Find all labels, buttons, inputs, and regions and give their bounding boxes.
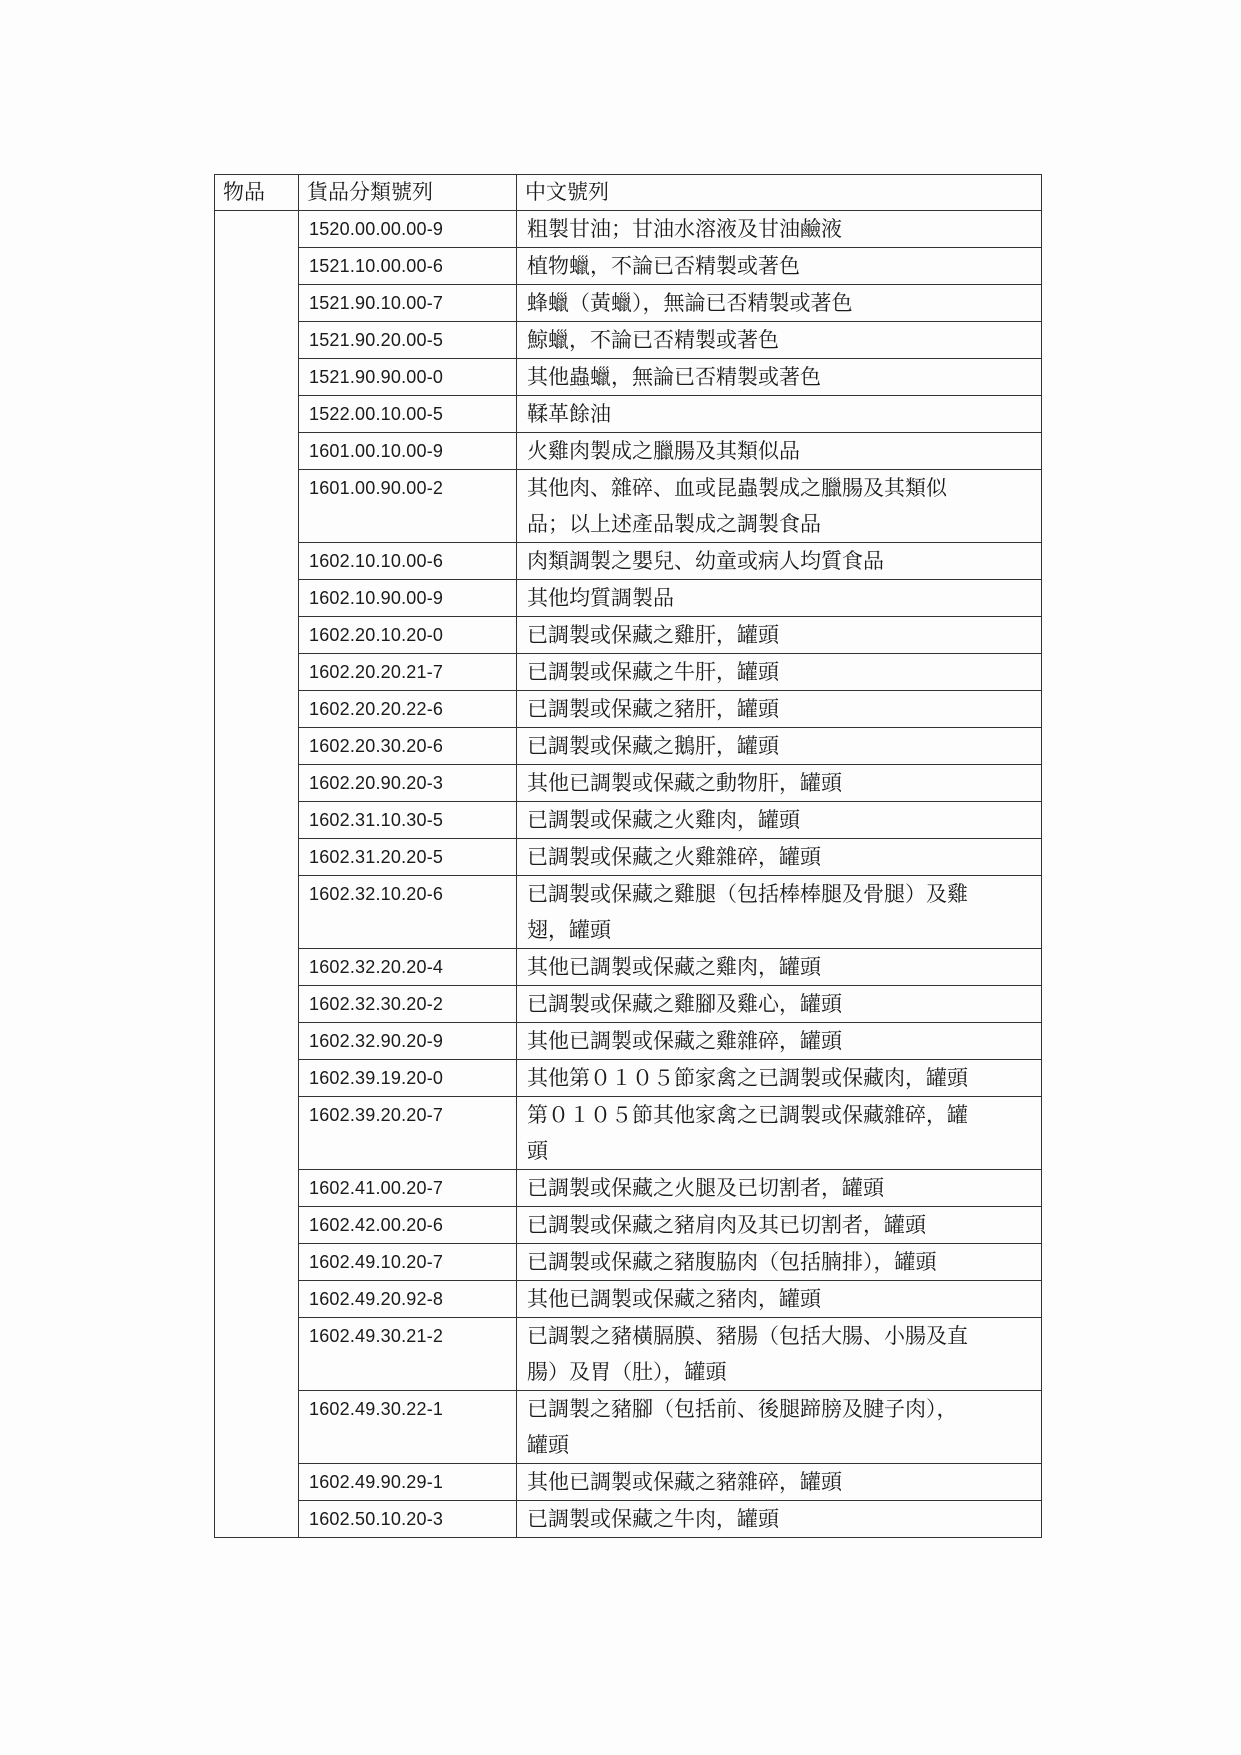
code-cell: 1601.00.90.00-2 xyxy=(299,470,517,543)
table-row xyxy=(215,470,1042,543)
description-cell: 其他肉、雜碎、血或昆蟲製成之臘腸及其類似 品；以上述產品製成之調製食品 xyxy=(517,470,1042,543)
code-cell: 1602.49.20.92-8 xyxy=(299,1281,517,1318)
description-cell: 鯨蠟，不論已否精製或著色 xyxy=(517,322,1042,359)
description-cell: 其他蟲蠟，無論已否精製或著色 xyxy=(517,359,1042,396)
description-cell: 已調製或保藏之牛肉，罐頭 xyxy=(517,1501,1042,1538)
goods-table xyxy=(214,174,1042,1538)
table-row xyxy=(215,1170,1042,1207)
code-cell: 1521.10.00.00-6 xyxy=(299,248,517,285)
description-cell: 已調製或保藏之豬肝，罐頭 xyxy=(517,691,1042,728)
description-cell: 其他已調製或保藏之雞肉，罐頭 xyxy=(517,949,1042,986)
table-row xyxy=(215,1391,1042,1464)
table-row xyxy=(215,839,1042,876)
description-cell: 已調製或保藏之火腿及已切割者，罐頭 xyxy=(517,1170,1042,1207)
table-body xyxy=(215,211,1042,1538)
table-row xyxy=(215,1281,1042,1318)
code-cell: 1602.20.10.20-0 xyxy=(299,617,517,654)
description-cell: 已調製或保藏之鵝肝，罐頭 xyxy=(517,728,1042,765)
code-cell: 1602.32.30.20-2 xyxy=(299,986,517,1023)
description-cell: 蜂蠟（黃蠟），無論已否精製或著色 xyxy=(517,285,1042,322)
code-cell: 1602.41.00.20-7 xyxy=(299,1170,517,1207)
code-cell: 1521.90.10.00-7 xyxy=(299,285,517,322)
code-cell: 1602.39.19.20-0 xyxy=(299,1060,517,1097)
code-cell: 1521.90.20.00-5 xyxy=(299,322,517,359)
table-row xyxy=(215,765,1042,802)
description-cell: 第０１０５節其他家禽之已調製或保藏雜碎，罐 頭 xyxy=(517,1097,1042,1170)
code-cell: 1602.49.30.21-2 xyxy=(299,1318,517,1391)
code-cell: 1602.31.20.20-5 xyxy=(299,839,517,876)
code-cell: 1602.31.10.30-5 xyxy=(299,802,517,839)
description-cell: 火雞肉製成之臘腸及其類似品 xyxy=(517,433,1042,470)
header-code: 貨品分類號列 xyxy=(299,175,517,211)
table-row xyxy=(215,211,1042,248)
code-cell: 1522.00.10.00-5 xyxy=(299,396,517,433)
table-row xyxy=(215,1097,1042,1170)
description-cell: 其他已調製或保藏之動物肝，罐頭 xyxy=(517,765,1042,802)
code-cell: 1602.32.90.20-9 xyxy=(299,1023,517,1060)
table-row xyxy=(215,396,1042,433)
code-cell: 1602.49.90.29-1 xyxy=(299,1464,517,1501)
table-row xyxy=(215,1207,1042,1244)
code-cell: 1602.39.20.20-7 xyxy=(299,1097,517,1170)
table-row xyxy=(215,1501,1042,1538)
code-cell: 1602.49.30.22-1 xyxy=(299,1391,517,1464)
description-cell: 植物蠟，不論已否精製或著色 xyxy=(517,248,1042,285)
code-cell: 1602.20.20.22-6 xyxy=(299,691,517,728)
table-row xyxy=(215,1318,1042,1391)
description-cell: 已調製或保藏之豬腹脇肉（包括腩排），罐頭 xyxy=(517,1244,1042,1281)
code-cell: 1602.10.10.00-6 xyxy=(299,543,517,580)
description-cell: 已調製或保藏之雞腿（包括棒棒腿及骨腿）及雞 翅，罐頭 xyxy=(517,876,1042,949)
code-cell: 1602.50.10.20-3 xyxy=(299,1501,517,1538)
description-cell: 其他已調製或保藏之雞雜碎，罐頭 xyxy=(517,1023,1042,1060)
table-row xyxy=(215,580,1042,617)
code-cell: 1520.00.00.00-9 xyxy=(299,211,517,248)
description-cell: 已調製或保藏之火雞肉，罐頭 xyxy=(517,802,1042,839)
table-row xyxy=(215,359,1042,396)
table-row xyxy=(215,986,1042,1023)
description-cell: 其他已調製或保藏之豬肉，罐頭 xyxy=(517,1281,1042,1318)
code-cell: 1602.42.00.20-6 xyxy=(299,1207,517,1244)
table-row xyxy=(215,543,1042,580)
table-row xyxy=(215,1023,1042,1060)
description-cell: 其他第０１０５節家禽之已調製或保藏肉，罐頭 xyxy=(517,1060,1042,1097)
code-cell: 1602.32.10.20-6 xyxy=(299,876,517,949)
header-item: 物品 xyxy=(215,175,299,211)
description-cell: 已調製之豬腳（包括前、後腿蹄膀及腱子肉）， 罐頭 xyxy=(517,1391,1042,1464)
description-cell: 已調製或保藏之牛肝，罐頭 xyxy=(517,654,1042,691)
item-cell xyxy=(215,211,299,1538)
code-cell: 1521.90.90.00-0 xyxy=(299,359,517,396)
code-cell: 1601.00.10.00-9 xyxy=(299,433,517,470)
table-row xyxy=(215,1060,1042,1097)
table-row xyxy=(215,654,1042,691)
code-cell: 1602.20.90.20-3 xyxy=(299,765,517,802)
header-desc: 中文號列 xyxy=(517,175,1042,211)
table-row xyxy=(215,285,1042,322)
code-cell: 1602.20.30.20-6 xyxy=(299,728,517,765)
code-cell: 1602.32.20.20-4 xyxy=(299,949,517,986)
table-row xyxy=(215,1244,1042,1281)
table-row xyxy=(215,1464,1042,1501)
table-header-row xyxy=(215,175,1042,211)
description-cell: 肉類調製之嬰兒、幼童或病人均質食品 xyxy=(517,543,1042,580)
description-cell: 已調製或保藏之雞腳及雞心，罐頭 xyxy=(517,986,1042,1023)
description-cell: 其他已調製或保藏之豬雜碎，罐頭 xyxy=(517,1464,1042,1501)
table-row xyxy=(215,802,1042,839)
table-row xyxy=(215,433,1042,470)
description-cell: 已調製之豬橫膈膜、豬腸（包括大腸、小腸及直 腸）及胃（肚），罐頭 xyxy=(517,1318,1042,1391)
description-cell: 鞣革餘油 xyxy=(517,396,1042,433)
table-row xyxy=(215,728,1042,765)
table-row xyxy=(215,617,1042,654)
description-cell: 已調製或保藏之火雞雜碎，罐頭 xyxy=(517,839,1042,876)
code-cell: 1602.10.90.00-9 xyxy=(299,580,517,617)
code-cell: 1602.20.20.21-7 xyxy=(299,654,517,691)
table-row xyxy=(215,248,1042,285)
description-cell: 粗製甘油；甘油水溶液及甘油鹼液 xyxy=(517,211,1042,248)
description-cell: 已調製或保藏之豬肩肉及其已切割者，罐頭 xyxy=(517,1207,1042,1244)
description-cell: 其他均質調製品 xyxy=(517,580,1042,617)
table-row xyxy=(215,876,1042,949)
table-row xyxy=(215,322,1042,359)
description-cell: 已調製或保藏之雞肝，罐頭 xyxy=(517,617,1042,654)
table-row xyxy=(215,691,1042,728)
code-cell: 1602.49.10.20-7 xyxy=(299,1244,517,1281)
table-row xyxy=(215,949,1042,986)
